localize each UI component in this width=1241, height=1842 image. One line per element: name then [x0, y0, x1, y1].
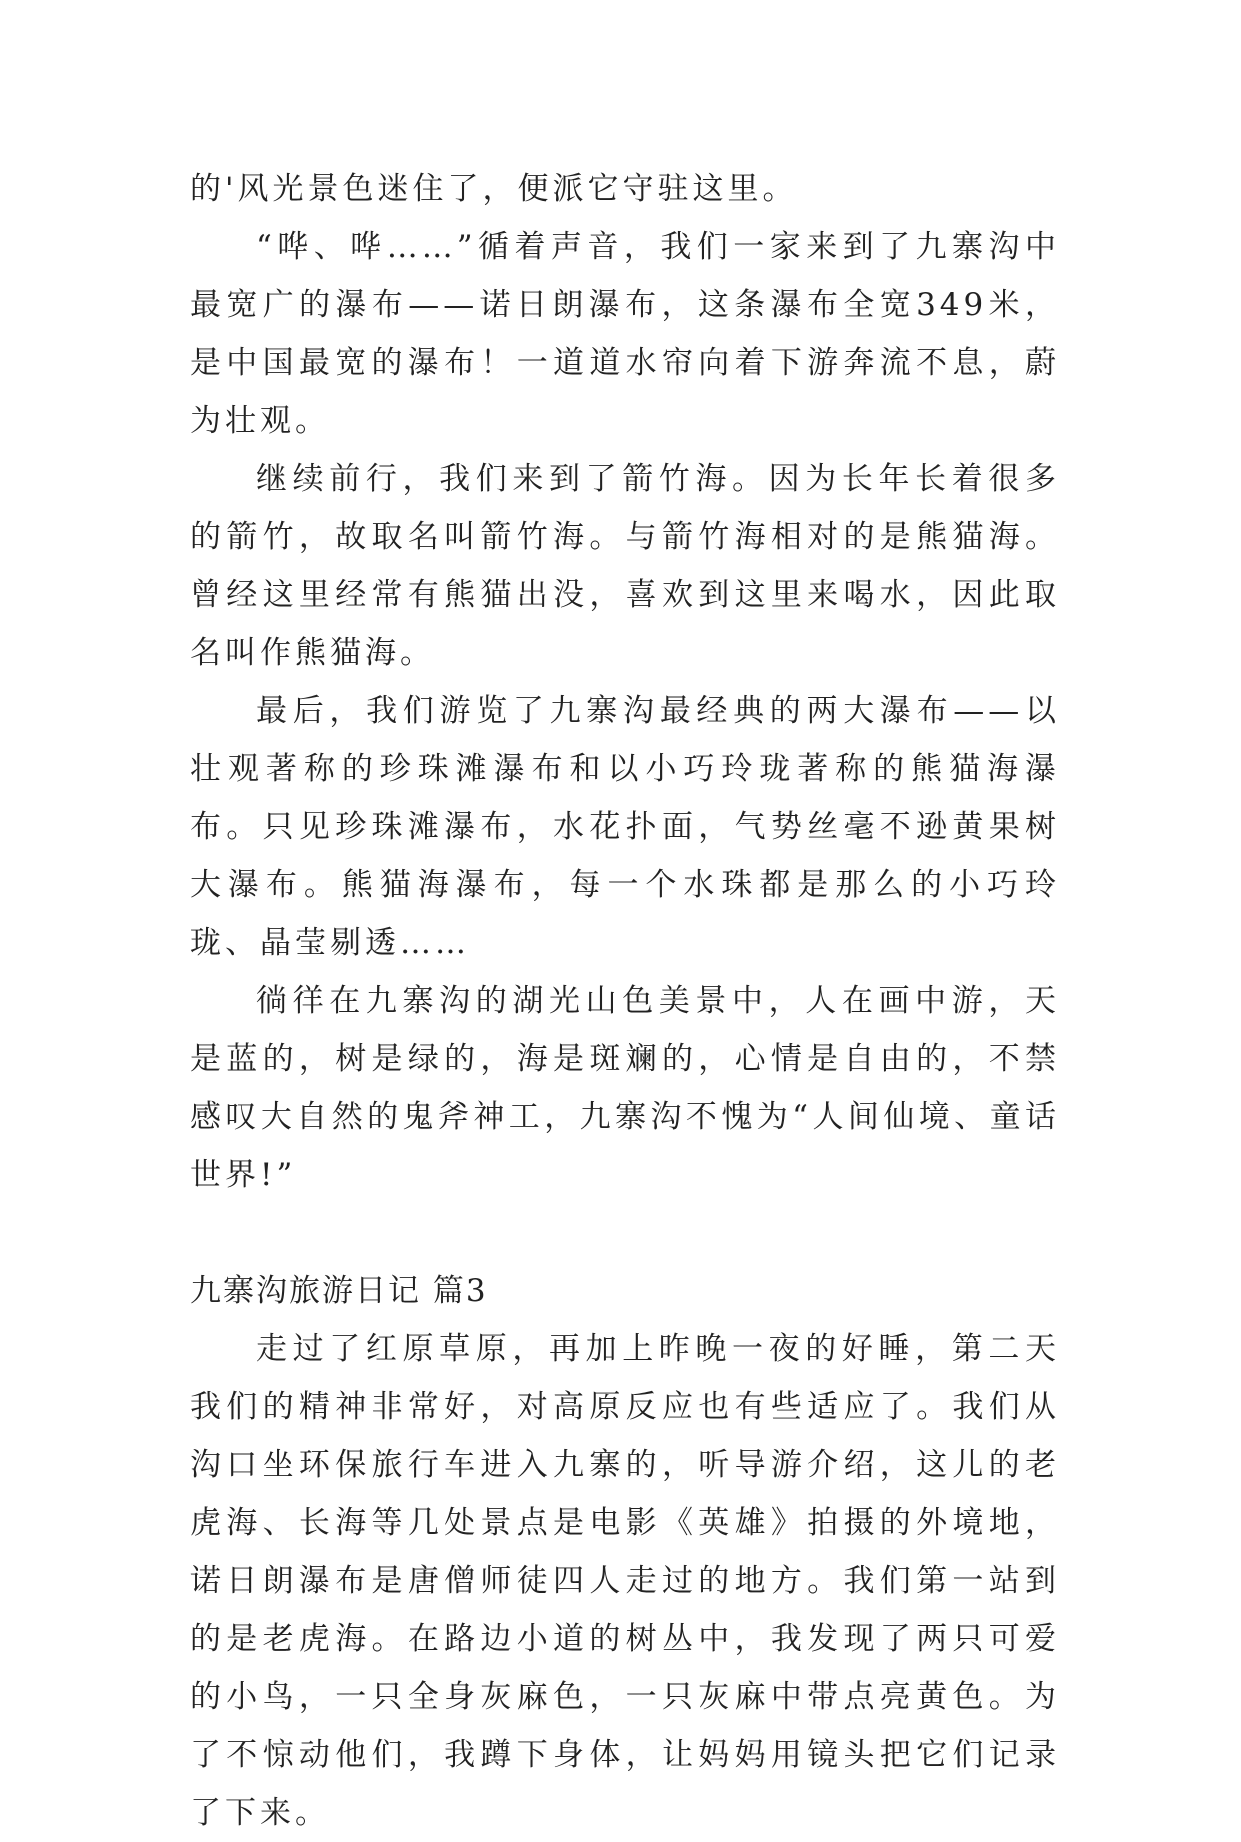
paragraph-nuorilang-waterfall: “哗、哗……”循着声音，我们一家来到了九寨沟中最宽广的瀑布——诺日朗瀑布，这条瀑布全宽349米，是中国最宽的瀑布！一道道水帘向着下游奔流不息，蔚为壮观。: [190, 229, 1060, 439]
paragraph-section3-first: 走过了红原草原，再加上昨晚一夜的好睡，第二天我们的精神非常好，对高原反应也有些适应了。我们从沟口坐环保旅行车进入九寨的，听导游介绍，这儿的老虎海、长海等几处景点是电影《英雄》拍摄的外境地，诺日朗瀑布是唐僧师徒四人走过的地方。我们第一站到的是老虎海。在路边小道的树丛中，我发现了两只可爱的小鸟，一只全身灰麻色，一只灰麻中带点亮黄色。为了不惊动他们，我蹲下身体，让妈妈用镜头把它们记录了下来。: [190, 1331, 1060, 1831]
paragraph-conclusion: 徜徉在九寨沟的湖光山色美景中，人在画中游，天是蓝的，树是绿的，海是斑斓的，心情是自由的，不禁感叹大自然的鬼斧神工，九寨沟不愧为“人间仙境、童话世界!”: [190, 983, 1060, 1193]
section-title: 九寨沟旅游日记 篇3: [190, 1273, 488, 1309]
document-body: [190, 160, 1060, 1842]
paragraph-continuation: 的'风光景色迷住了，便派它守驻这里。: [190, 171, 798, 207]
paragraph-two-waterfalls: 最后，我们游览了九寨沟最经典的两大瀑布——以壮观著称的珍珠滩瀑布和以小巧玲珑著称的熊猫海瀑布。只见珍珠滩瀑布，水花扑面，气势丝毫不逊黄果树大瀑布。熊猫海瀑布，每一个水珠都是那么的小巧玲珑、晶莹剔透……: [190, 693, 1060, 961]
paragraph-arrow-bamboo-lake: 继续前行，我们来到了箭竹海。因为长年长着很多的箭竹，故取名叫箭竹海。与箭竹海相对的是熊猫海。曾经这里经常有熊猫出没，喜欢到这里来喝水，因此取名叫作熊猫海。: [190, 461, 1060, 671]
